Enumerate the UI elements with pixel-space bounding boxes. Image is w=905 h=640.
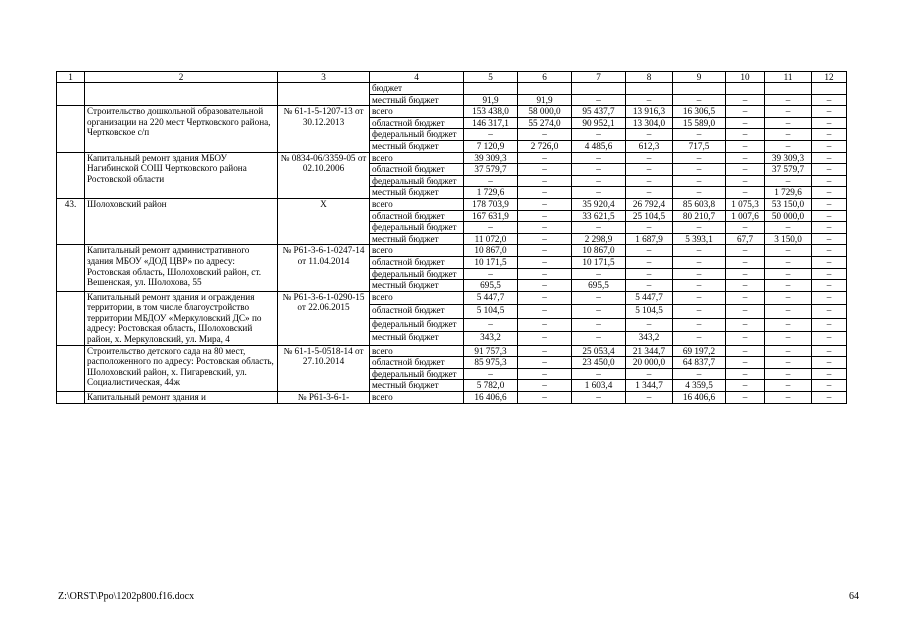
value-cell: – [765,117,812,129]
value-cell: 67,7 [726,233,765,245]
value-cell: 35 920,4 [572,198,626,210]
value-cell: – [464,175,518,187]
value-cell [464,83,518,95]
value-cell: – [572,187,626,199]
value-cell: – [673,291,726,304]
value-cell: – [518,280,572,292]
value-cell: – [518,256,572,268]
object-name [85,83,278,106]
value-cell: 146 317,1 [464,117,518,129]
column-number: 7 [572,72,626,83]
value-cell: – [673,332,726,346]
value-cell: 21 344,7 [626,345,673,357]
value-cell: 5 447,7 [626,291,673,304]
value-cell: – [812,210,847,222]
value-cell: 85 975,3 [464,357,518,369]
value-cell: 7 120,9 [464,140,518,152]
row-number [57,291,85,345]
value-cell: – [673,268,726,280]
value-cell: 2 298,9 [572,233,626,245]
value-cell: 16 306,5 [673,106,726,118]
value-cell: – [812,280,847,292]
value-cell: – [726,291,765,304]
value-cell [673,83,726,95]
value-cell [518,83,572,95]
value-cell: – [812,152,847,164]
value-cell: – [726,256,765,268]
value-cell: 343,2 [626,332,673,346]
document-ref: № 61-1-5-0518-14 от 27.10.2014 [278,345,370,391]
value-cell: – [726,357,765,369]
funding-source: всего [370,198,464,210]
value-cell: – [518,291,572,304]
value-cell: 39 309,3 [464,152,518,164]
value-cell: – [812,380,847,392]
column-number: 9 [673,72,726,83]
value-cell: – [765,280,812,292]
row-number [57,83,85,106]
table-row [57,198,847,210]
value-cell: 695,5 [572,280,626,292]
value-cell: – [812,357,847,369]
value-cell: – [812,268,847,280]
value-cell: – [518,318,572,331]
document-ref: № 0834-06/3359-05 от 02.10.2006 [278,152,370,198]
value-cell: 717,5 [673,140,726,152]
value-cell: 10 171,5 [464,256,518,268]
value-cell: 23 450,0 [572,357,626,369]
value-cell: – [765,380,812,392]
column-number: 6 [518,72,572,83]
value-cell: – [464,268,518,280]
value-cell: – [726,268,765,280]
value-cell: 33 621,5 [572,210,626,222]
value-cell: – [812,392,847,404]
value-cell: – [726,392,765,404]
budget-table [56,71,847,404]
value-cell: – [726,345,765,357]
table-row [57,106,847,118]
value-cell: 13 916,3 [626,106,673,118]
value-cell: – [812,164,847,176]
value-cell: – [572,94,626,106]
value-cell: 95 437,7 [572,106,626,118]
value-cell: 1 729,6 [464,187,518,199]
value-cell: 91,9 [464,94,518,106]
value-cell: – [626,164,673,176]
value-cell: – [765,305,812,318]
value-cell: – [726,187,765,199]
value-cell: 26 792,4 [626,198,673,210]
document-ref: № Р61-3-6-1-0290-15 от 22.06.2015 [278,291,370,345]
value-cell: – [765,256,812,268]
funding-source: местный бюджет [370,280,464,292]
value-cell: – [765,140,812,152]
funding-source: федеральный бюджет [370,368,464,380]
value-cell: 50 000,0 [765,210,812,222]
value-cell: – [518,222,572,234]
row-number [57,392,85,404]
funding-source: всего [370,152,464,164]
value-cell [572,83,626,95]
value-cell: 10 171,5 [572,256,626,268]
value-cell: – [726,117,765,129]
row-number [57,245,85,291]
value-cell: 5 104,5 [464,305,518,318]
funding-source: областной бюджет [370,210,464,222]
object-name: Капитальный ремонт здания и ограждения территории, в том числе благоустройство территории МБДОУ «Меркуловский ДС» по адресу: Ростовская область, Шолоховский район, х. Меркуловский, ул. Мира, 4 [85,291,278,345]
row-number [57,345,85,391]
column-number: 10 [726,72,765,83]
value-cell: – [626,175,673,187]
value-cell: – [726,368,765,380]
funding-source: областной бюджет [370,164,464,176]
value-cell: 58 000,0 [518,106,572,118]
value-cell: – [518,380,572,392]
value-cell: – [812,291,847,304]
funding-source: всего [370,392,464,404]
document-ref: № 61-1-5-1207-13 от 30.12.2013 [278,106,370,152]
value-cell: – [812,117,847,129]
value-cell: 1 687,9 [626,233,673,245]
value-cell: 20 000,0 [626,357,673,369]
value-cell: 695,5 [464,280,518,292]
value-cell: – [812,345,847,357]
value-cell: – [518,233,572,245]
value-cell: 64 837,7 [673,357,726,369]
value-cell: – [765,357,812,369]
value-cell: – [726,318,765,331]
object-name: Капитальный ремонт здания МБОУ Нагибинской СОШ Чертковского района Ростовской области [85,152,278,198]
value-cell: 4 485,6 [572,140,626,152]
value-cell: 167 631,9 [464,210,518,222]
value-cell: 91,9 [518,94,572,106]
value-cell: – [673,187,726,199]
value-cell [812,83,847,95]
value-cell: – [726,140,765,152]
value-cell: – [726,94,765,106]
column-number: 3 [278,72,370,83]
funding-source: федеральный бюджет [370,318,464,331]
value-cell: – [726,129,765,141]
funding-source: федеральный бюджет [370,268,464,280]
value-cell: 11 072,0 [464,233,518,245]
value-cell: – [812,106,847,118]
value-cell: 39 309,3 [765,152,812,164]
value-cell: – [626,392,673,404]
column-number: 1 [57,72,85,83]
value-cell: – [518,357,572,369]
value-cell: – [518,305,572,318]
value-cell: – [765,345,812,357]
document-ref [278,83,370,106]
value-cell: – [726,332,765,346]
value-cell: – [765,332,812,346]
value-cell: – [673,256,726,268]
value-cell: 1 729,6 [765,187,812,199]
row-number [57,152,85,198]
value-cell: – [626,245,673,257]
value-cell: – [572,318,626,331]
document-ref: Х [278,198,370,244]
value-cell: – [726,222,765,234]
value-cell: 13 304,0 [626,117,673,129]
value-cell: – [765,129,812,141]
table-row [57,83,847,95]
header-row [57,72,847,83]
value-cell: – [572,175,626,187]
value-cell: – [518,129,572,141]
value-cell: – [765,318,812,331]
table-row [57,392,847,404]
value-cell: – [673,164,726,176]
column-number: 4 [370,72,464,83]
value-cell: 2 726,0 [518,140,572,152]
value-cell: – [812,222,847,234]
value-cell: 178 703,9 [464,198,518,210]
funding-source: местный бюджет [370,94,464,106]
value-cell [765,83,812,95]
funding-source: всего [370,106,464,118]
value-cell: 85 603,8 [673,198,726,210]
funding-source: бюджет [370,83,464,95]
page-number: 64 [849,591,859,602]
value-cell: – [673,175,726,187]
value-cell: 25 053,4 [572,345,626,357]
funding-source: областной бюджет [370,357,464,369]
value-cell: – [726,106,765,118]
value-cell: – [626,187,673,199]
value-cell: 5 782,0 [464,380,518,392]
value-cell: – [572,152,626,164]
funding-source: федеральный бюджет [370,129,464,141]
value-cell: – [518,175,572,187]
funding-source: местный бюджет [370,140,464,152]
table-row [57,152,847,164]
value-cell: – [464,368,518,380]
value-cell: 53 150,0 [765,198,812,210]
value-cell: – [518,392,572,404]
value-cell: – [626,129,673,141]
value-cell: – [518,368,572,380]
column-number: 11 [765,72,812,83]
value-cell: – [812,198,847,210]
value-cell: 5 393,1 [673,233,726,245]
table-row [57,291,847,304]
value-cell: – [626,368,673,380]
funding-source: областной бюджет [370,305,464,318]
object-name: Капитальный ремонт административного здания МБОУ «ДОД ЦВР» по адресу: Ростовская область, Шолоховский район, ст. Вешенская, ул. Шолохова, 55 [85,245,278,291]
value-cell: – [765,291,812,304]
object-name: Шолоховский район [85,198,278,244]
value-cell: 153 438,0 [464,106,518,118]
value-cell: 10 867,0 [572,245,626,257]
value-cell: 91 757,3 [464,345,518,357]
funding-source: федеральный бюджет [370,222,464,234]
value-cell: 4 359,5 [673,380,726,392]
value-cell: 37 579,7 [464,164,518,176]
column-number: 2 [85,72,278,83]
value-cell: – [673,318,726,331]
value-cell: – [626,268,673,280]
value-cell: – [673,245,726,257]
value-cell: – [812,245,847,257]
value-cell: – [518,332,572,346]
value-cell: 15 589,0 [673,117,726,129]
value-cell: – [765,368,812,380]
value-cell [726,83,765,95]
value-cell: – [673,305,726,318]
value-cell: 1 344,7 [626,380,673,392]
funding-source: местный бюджет [370,380,464,392]
value-cell: 90 952,1 [572,117,626,129]
value-cell: – [626,256,673,268]
value-cell: – [464,129,518,141]
file-path: Z:\ORST\Ppo\1202p800.f16.docx [58,591,195,602]
value-cell: 5 447,7 [464,291,518,304]
value-cell: – [673,222,726,234]
value-cell: – [518,268,572,280]
value-cell: – [726,245,765,257]
value-cell: – [726,152,765,164]
value-cell: – [626,318,673,331]
value-cell: 55 274,0 [518,117,572,129]
value-cell: 612,3 [626,140,673,152]
value-cell: – [726,305,765,318]
table-row [57,345,847,357]
value-cell: – [673,94,726,106]
value-cell: – [812,332,847,346]
value-cell: – [765,106,812,118]
value-cell: – [812,187,847,199]
value-cell: 25 104,5 [626,210,673,222]
document-ref: № Р61-3-6-1-0247-14 от 11.04.2014 [278,245,370,291]
value-cell: – [673,152,726,164]
table-body [57,72,847,404]
value-cell: 3 150,0 [765,233,812,245]
value-cell: – [765,222,812,234]
row-number: 43. [57,198,85,244]
value-cell: – [464,318,518,331]
value-cell: – [572,164,626,176]
value-cell: 343,2 [464,332,518,346]
value-cell: – [765,94,812,106]
value-cell: – [812,368,847,380]
value-cell: 10 867,0 [464,245,518,257]
value-cell: – [518,187,572,199]
value-cell: – [812,318,847,331]
value-cell: 1 603,4 [572,380,626,392]
value-cell: – [572,129,626,141]
value-cell: – [726,380,765,392]
funding-source: всего [370,245,464,257]
value-cell: – [812,140,847,152]
value-cell: – [572,368,626,380]
value-cell: – [726,175,765,187]
row-number [57,106,85,152]
column-number: 5 [464,72,518,83]
value-cell: – [572,268,626,280]
value-cell: 16 406,6 [464,392,518,404]
value-cell: – [518,152,572,164]
value-cell: – [626,152,673,164]
value-cell: 80 210,7 [673,210,726,222]
value-cell [626,83,673,95]
value-cell: – [812,129,847,141]
funding-source: всего [370,345,464,357]
value-cell: – [812,175,847,187]
value-cell: – [464,222,518,234]
value-cell: – [765,268,812,280]
value-cell: – [518,198,572,210]
value-cell: – [812,256,847,268]
value-cell: 16 406,6 [673,392,726,404]
value-cell: – [765,175,812,187]
object-name: Строительство дошкольной образовательной организации на 220 мест Чертковского района, Чертковское с/п [85,106,278,152]
value-cell: – [572,305,626,318]
value-cell: – [518,210,572,222]
value-cell: – [518,345,572,357]
value-cell: – [572,392,626,404]
value-cell: 37 579,7 [765,164,812,176]
value-cell: – [812,94,847,106]
value-cell: – [812,305,847,318]
value-cell: 1 075,3 [726,198,765,210]
value-cell: – [626,94,673,106]
column-number: 12 [812,72,847,83]
value-cell: – [765,245,812,257]
value-cell: 5 104,5 [626,305,673,318]
value-cell: – [812,233,847,245]
funding-source: местный бюджет [370,233,464,245]
value-cell: – [765,392,812,404]
value-cell: 1 007,6 [726,210,765,222]
value-cell: – [626,280,673,292]
value-cell: – [518,245,572,257]
funding-source: местный бюджет [370,332,464,346]
table-row [57,245,847,257]
document-ref: № Р61-3-6-1- [278,392,370,404]
funding-source: местный бюджет [370,187,464,199]
funding-source: областной бюджет [370,256,464,268]
value-cell: – [572,291,626,304]
value-cell: – [626,222,673,234]
value-cell: – [572,332,626,346]
value-cell: – [726,280,765,292]
value-cell: – [673,368,726,380]
value-cell: 69 197,2 [673,345,726,357]
value-cell: – [518,164,572,176]
column-number: 8 [626,72,673,83]
object-name: Капитальный ремонт здания и [85,392,278,404]
value-cell: – [572,222,626,234]
value-cell: – [673,280,726,292]
funding-source: областной бюджет [370,117,464,129]
value-cell: – [726,164,765,176]
funding-source: всего [370,291,464,304]
object-name: Строительство детского сада на 80 мест, расположенного по адресу: Ростовская область, Шолоховский район, х. Пигаревский, ул. Социалистическая, 44ж [85,345,278,391]
value-cell: – [673,129,726,141]
funding-source: федеральный бюджет [370,175,464,187]
